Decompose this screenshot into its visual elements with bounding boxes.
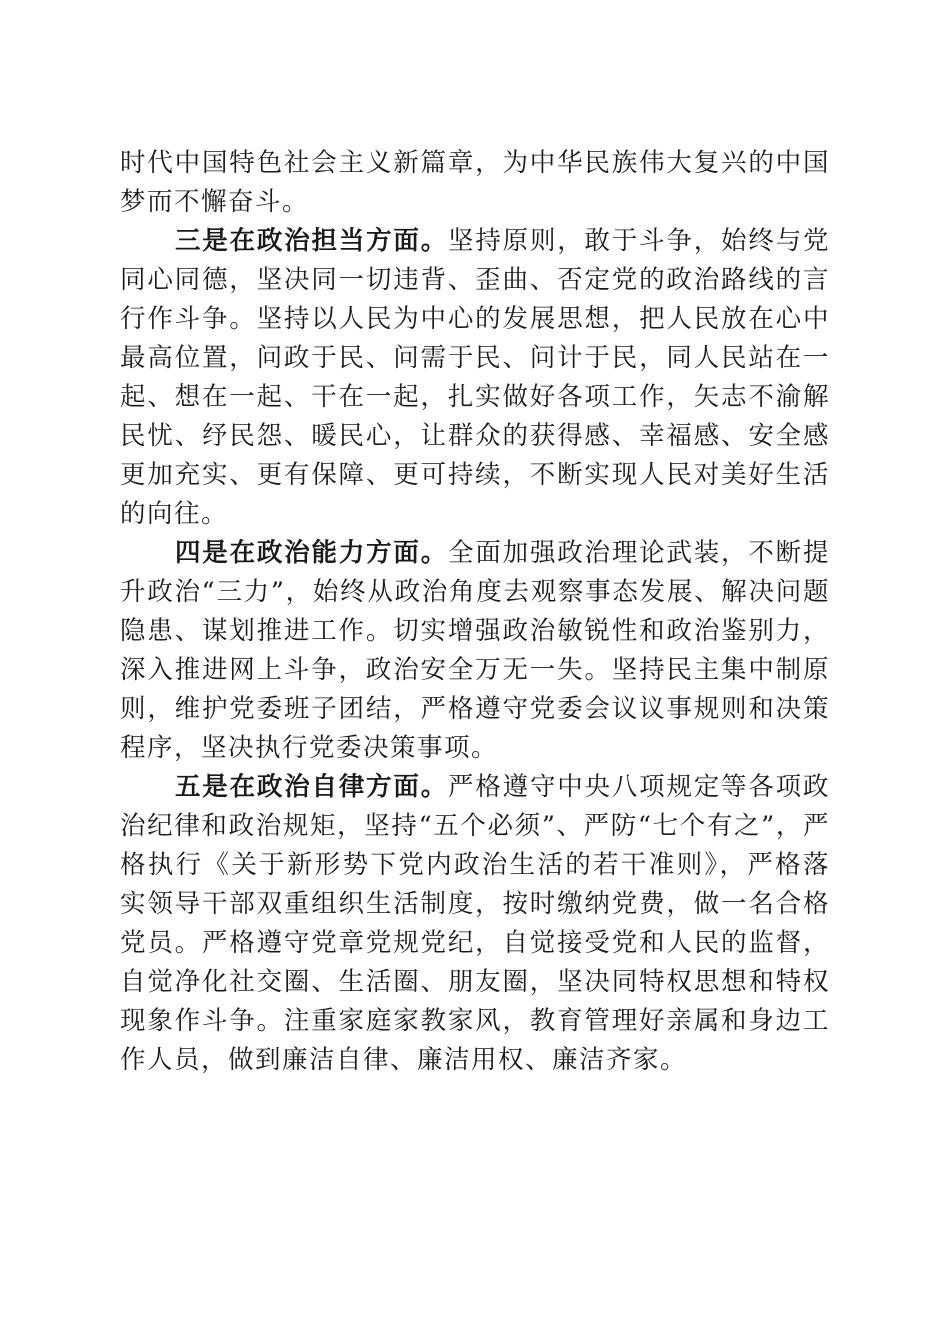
paragraph-political-ability — [120, 534, 830, 768]
paragraph-text: 坚持原则，敢于斗争，始终与党同心同德，坚决同一切违背、歪曲、否定党的政治路线的言行作斗争。坚持以人民为中心的发展思想，把人民放在心中最高位置，问政于民、问需于民、问计于民，同人民站在一起、想在一起、干在一起，扎实做好各项工作，矢志不渝解民忧、纾民怨、暖民心，让群众的获得感、幸福感、安全感更加充实、更有保障、更可持续，不断实现人民对美好生活的向往。 — [120, 226, 830, 529]
paragraph-lead-heading: 四是在政治能力方面。 — [175, 538, 449, 568]
document-body — [120, 144, 830, 1080]
paragraph-political-self-discipline — [120, 768, 830, 1080]
paragraph-continuation — [120, 144, 830, 222]
paragraph-lead-heading: 三是在政治担当方面。 — [175, 226, 449, 256]
paragraph-lead-heading: 五是在政治自律方面。 — [175, 772, 449, 802]
paragraph-text: 严格遵守中央八项规定等各项政治纪律和政治规矩，坚持“五个必须”、严防“七个有之”，严格执行《关于新形势下党内政治生活的若干准则》，严格落实领导干部双重组织生活制度，按时缴纳党费，做一名合格党员。严格遵守党章党规党纪，自觉接受党和人民的监督，自觉净化社交圈、生活圈、朋友圈，坚决同特权思想和特权现象作斗争。注重家庭家教家风，教育管理好亲属和身边工作人员，做到廉洁自律、廉洁用权、廉洁齐家。 — [120, 772, 830, 1075]
paragraph-political-responsibility — [120, 222, 830, 534]
paragraph-text: 全面加强政治理论武装，不断提升政治“三力”，始终从政治角度去观察事态发展、解决问题隐患、谋划推进工作。切实增强政治敏锐性和政治鉴别力，深入推进网上斗争，政治安全万无一失。坚持民主集中制原则，维护党委班子团结，严格遵守党委会议议事规则和决策程序，坚决执行党委决策事项。 — [120, 538, 830, 763]
paragraph-text: 时代中国特色社会主义新篇章，为中华民族伟大复兴的中国梦而不懈奋斗。 — [120, 148, 830, 217]
